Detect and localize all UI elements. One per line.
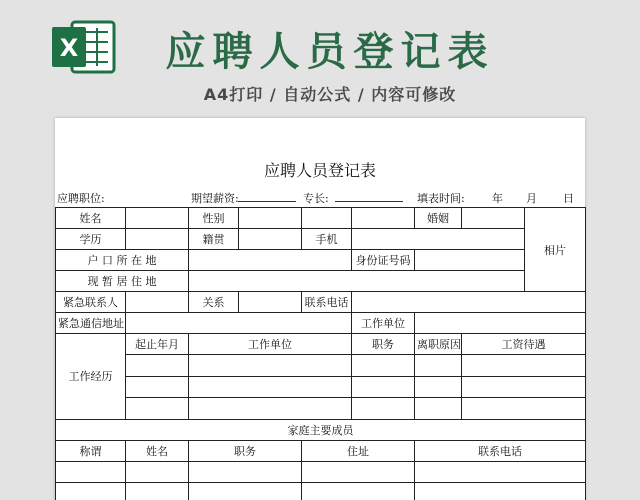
family-job-input[interactable]: [189, 483, 302, 500]
row-family-section: [56, 419, 586, 440]
work-reason-input[interactable]: [415, 376, 462, 398]
education-input[interactable]: [126, 229, 189, 250]
education-label: 学历: [56, 229, 126, 250]
work-reason-input[interactable]: [415, 355, 462, 377]
family-name-input[interactable]: [126, 461, 189, 483]
leave-reason-header: 离职原因: [415, 334, 462, 355]
residence-input[interactable]: [189, 271, 525, 292]
work-reason-input[interactable]: [415, 398, 462, 420]
year-label: 年: [492, 192, 503, 205]
hukou-input[interactable]: [189, 250, 352, 271]
family-relation-header: 称谓: [56, 440, 126, 461]
name-label: 姓名: [56, 208, 126, 229]
specialty-blank[interactable]: [335, 191, 403, 202]
form-meta-line: [55, 190, 585, 206]
native-place-input[interactable]: [239, 229, 302, 250]
id-number-label: 身份证号码: [352, 250, 415, 271]
work-job-input[interactable]: [352, 376, 415, 398]
work-row: [56, 376, 586, 398]
work-unit-input[interactable]: [189, 355, 352, 377]
registration-table: [55, 207, 586, 500]
excel-icon: [50, 18, 116, 76]
row-work-header: [56, 334, 586, 355]
row-education: [56, 229, 586, 250]
marriage-input[interactable]: [462, 208, 525, 229]
position-label: 应聘职位:: [57, 192, 105, 205]
banner-subtitle: A4打印 / 自动公式 / 内容可修改: [203, 85, 457, 104]
work-salary-input[interactable]: [462, 355, 586, 377]
row-basic-info: [56, 208, 586, 229]
family-name-input[interactable]: [126, 483, 189, 500]
specialty-label: 专长:: [303, 192, 329, 205]
emergency-address-label: 紧急通信地址: [56, 313, 126, 334]
work-unit-input[interactable]: [189, 398, 352, 420]
work-unit-header: 工作单位: [189, 334, 352, 355]
salary-label: 期望薪资:: [191, 192, 239, 205]
contact-phone-label: 联系电话: [302, 292, 352, 313]
work-salary-input[interactable]: [462, 376, 586, 398]
row-hukou: [56, 250, 586, 271]
photo-cell[interactable]: 相片: [525, 208, 586, 292]
job-title-header: 职务: [352, 334, 415, 355]
family-section-header: 家庭主要成员: [56, 419, 586, 440]
work-period-input[interactable]: [126, 376, 189, 398]
employer-input[interactable]: [415, 313, 586, 334]
age-input[interactable]: [302, 208, 352, 229]
native-place-label: 籍贯: [189, 229, 239, 250]
work-job-input[interactable]: [352, 398, 415, 420]
salary-blank[interactable]: [238, 191, 296, 202]
header-banner: [0, 0, 640, 118]
phone-input[interactable]: [352, 229, 525, 250]
family-address-input[interactable]: [302, 461, 415, 483]
family-name-header: 姓名: [126, 440, 189, 461]
relation-input[interactable]: [239, 292, 302, 313]
marriage-label: 婚姻: [415, 208, 462, 229]
work-job-input[interactable]: [352, 355, 415, 377]
salary-treatment-header: 工资待遇: [462, 334, 586, 355]
family-phone-input[interactable]: [415, 483, 586, 500]
emergency-contact-label: 紧急联系人: [56, 292, 126, 313]
hukou-label: 户 口 所 在 地: [56, 250, 189, 271]
svg-text:X: X: [59, 34, 79, 62]
work-period-input[interactable]: [126, 355, 189, 377]
work-row: [56, 355, 586, 377]
gender-label: 性别: [189, 208, 239, 229]
gender-input[interactable]: [239, 208, 302, 229]
family-address-input[interactable]: [302, 483, 415, 500]
family-row: [56, 461, 586, 483]
period-header: 起止年月: [126, 334, 189, 355]
family-relation-input[interactable]: [56, 461, 126, 483]
contact-phone-input[interactable]: [352, 292, 586, 313]
birth-input[interactable]: [352, 208, 415, 229]
work-period-input[interactable]: [126, 398, 189, 420]
emergency-address-input[interactable]: [126, 313, 352, 334]
month-label: 月: [526, 192, 537, 205]
phone-label: 手机: [302, 229, 352, 250]
work-experience-label: 工作经历: [56, 334, 126, 420]
family-job-input[interactable]: [189, 461, 302, 483]
row-emergency-contact: [56, 292, 586, 313]
row-family-header: [56, 440, 586, 461]
emergency-contact-input[interactable]: [126, 292, 189, 313]
family-phone-input[interactable]: [415, 461, 586, 483]
date-label: 填表时间:: [417, 192, 465, 205]
family-job-header: 职务: [189, 440, 302, 461]
family-relation-input[interactable]: [56, 483, 126, 500]
family-phone-header: 联系电话: [415, 440, 586, 461]
work-salary-input[interactable]: [462, 398, 586, 420]
form-title: 应聘人员登记表: [263, 161, 376, 180]
family-address-header: 住址: [302, 440, 415, 461]
banner-title: 应聘人员登记表: [165, 29, 495, 75]
work-unit-input[interactable]: [189, 376, 352, 398]
id-number-input[interactable]: [415, 250, 525, 271]
residence-label: 现 暂 居 住 地: [56, 271, 189, 292]
family-row: [56, 483, 586, 500]
row-residence: [56, 271, 586, 292]
work-row: [56, 398, 586, 420]
form-sheet: [55, 118, 585, 500]
name-input[interactable]: [126, 208, 189, 229]
day-label: 日: [563, 192, 574, 205]
row-emergency-address: [56, 313, 586, 334]
relation-label: 关系: [189, 292, 239, 313]
employer-label: 工作单位: [352, 313, 415, 334]
